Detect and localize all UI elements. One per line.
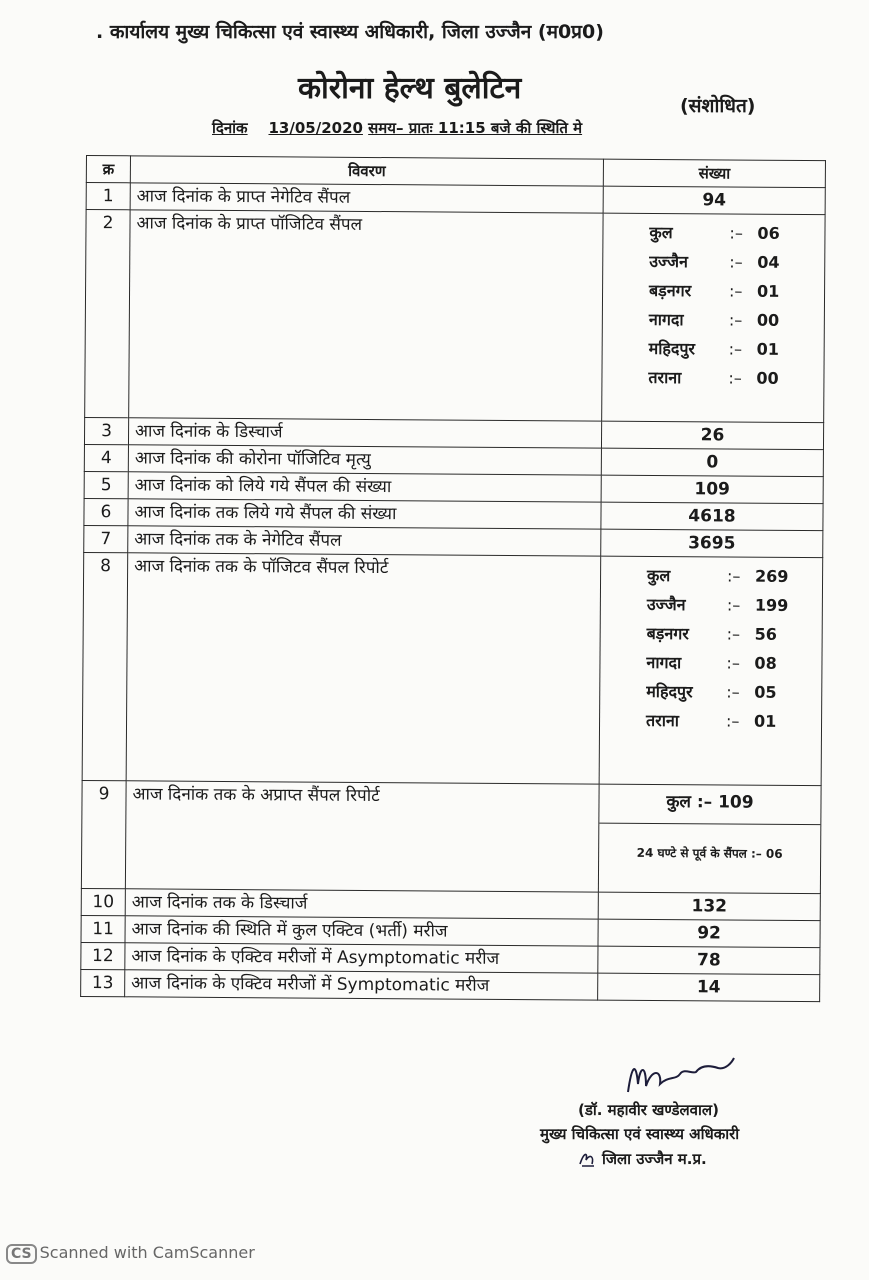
list-item <box>646 677 815 707</box>
row-serial: 6 <box>84 498 128 525</box>
row-description: आज दिनांक की स्थिति में कुल एक्टिव (भर्ती) मरीज <box>125 916 598 946</box>
row-serial: 10 <box>81 888 125 915</box>
row-serial: 4 <box>84 444 128 471</box>
row-count: 3695 <box>601 529 823 558</box>
row-count: 92 <box>598 919 820 948</box>
separator: :– <box>726 594 741 615</box>
row-serial: 2 <box>85 210 130 418</box>
separator: :– <box>726 623 741 644</box>
row-serial: 13 <box>81 969 125 996</box>
row-description: आज दिनांक के प्राप्त नेगेटिव सैंपल <box>130 183 603 213</box>
row-serial: 12 <box>81 942 125 969</box>
signature-mark <box>622 1054 742 1102</box>
table-row <box>81 780 821 893</box>
list-item <box>649 247 818 277</box>
header-description: विवरण <box>130 156 603 186</box>
row-count: 0 <box>601 448 823 477</box>
signatory-district: जिला उज्जैन म.प्र. <box>602 1150 707 1168</box>
row-pending <box>598 784 821 894</box>
district-value: 05 <box>754 682 777 702</box>
district-label: कुल <box>649 222 673 242</box>
district-value: 04 <box>757 252 780 272</box>
watermark-text: Scanned with CamScanner <box>39 1243 255 1262</box>
row-description: आज दिनांक तक के अप्राप्त सैंपल रिपोर्ट <box>125 781 599 892</box>
row-description: आज दिनांक तक लिये गये सैंपल की संख्या <box>128 499 601 529</box>
district-value: 01 <box>757 281 780 301</box>
list-item <box>649 334 818 364</box>
list-item <box>647 561 816 591</box>
district-label: बड़नगर <box>646 623 689 643</box>
list-item <box>647 619 816 649</box>
row-count: 14 <box>598 973 820 1002</box>
pending-older-than-24h: 24 घण्टे से पूर्व के सैंपल :– 06 <box>636 845 783 861</box>
list-item <box>649 276 818 306</box>
separator: :– <box>726 652 740 673</box>
scanner-watermark <box>6 1243 255 1264</box>
signatory-name: (डॉ. महावीर खण्डेलवाल) <box>578 1101 719 1119</box>
district-value: 00 <box>756 310 780 330</box>
table-row <box>82 552 823 785</box>
row-description: आज दिनांक के एक्टिव मरीजों में Asymptomatic मरीज <box>125 943 598 973</box>
initials-mark <box>576 1146 600 1170</box>
row-count: 26 <box>601 421 823 450</box>
table-body <box>81 183 826 1002</box>
row-description: आज दिनांक की कोरोना पॉजिटिव मृत्यु <box>128 445 601 475</box>
header-sn: क्र <box>86 156 130 183</box>
camscanner-logo-icon: CS <box>6 1244 37 1264</box>
separator: :– <box>726 681 740 702</box>
row-description: आज दिनांक तक के नेगेटिव सैंपल <box>128 526 601 556</box>
separator: :– <box>728 338 743 359</box>
row-serial: 7 <box>84 525 128 552</box>
signatory-designation: मुख्य चिकित्सा एवं स्वास्थ्य अधिकारी <box>540 1125 740 1143</box>
district-value: 269 <box>755 566 789 586</box>
list-item <box>646 706 815 736</box>
row-description: आज दिनांक के एक्टिव मरीजों में Symptomatic मरीज <box>125 970 598 1000</box>
district-label: महिदपुर <box>646 681 693 701</box>
row-count: 132 <box>598 892 820 921</box>
list-item <box>647 590 816 620</box>
district-label: नागदा <box>646 652 682 672</box>
table-row <box>81 969 820 1001</box>
row-serial: 11 <box>81 915 125 942</box>
separator: :– <box>727 565 741 586</box>
row-description: आज दिनांक के डिस्चार्ज <box>128 418 601 448</box>
district-label: तराना <box>648 367 682 387</box>
row-description: आज दिनांक को लिये गये सैंपल की संख्या <box>128 472 601 502</box>
district-label: नागदा <box>648 309 684 329</box>
row-serial: 9 <box>81 780 126 888</box>
separator: :– <box>729 280 743 301</box>
district-value: 01 <box>754 711 777 731</box>
row-description: आज दिनांक तक के पॉजिटव सैंपल रिपोर्ट <box>126 553 601 784</box>
date-line <box>212 118 582 138</box>
row-description: आज दिनांक तक के डिस्चार्ज <box>125 889 598 919</box>
row-serial: 3 <box>84 417 128 444</box>
district-breakdown-list <box>606 561 816 736</box>
row-serial: 8 <box>82 552 128 780</box>
row-breakdown <box>599 556 823 786</box>
row-serial: 1 <box>86 183 130 210</box>
revised-label: (संशोधित) <box>680 95 756 117</box>
list-item <box>649 218 818 248</box>
separator: :– <box>729 251 743 272</box>
row-description: आज दिनांक के प्राप्त पॉजिटिव सैंपल <box>129 210 603 421</box>
date-label: दिनांक <box>212 119 248 137</box>
separator: :– <box>726 710 740 731</box>
district-value: 06 <box>757 223 780 243</box>
bulletin-title: कोरोना हेल्थ बुलेटिन <box>298 71 522 106</box>
district-label: तराना <box>646 710 679 730</box>
time-text: समय– प्रातः 11:15 बजे की स्थिति मे <box>368 119 583 137</box>
row-serial: 5 <box>84 471 128 498</box>
row-count: 109 <box>601 475 823 504</box>
row-breakdown <box>602 213 825 423</box>
district-label: उज्जैन <box>646 594 686 614</box>
district-label: महिदपुर <box>648 338 696 358</box>
list-item <box>649 305 818 335</box>
table-row <box>85 210 825 423</box>
list-item <box>646 648 815 678</box>
separator: :– <box>728 309 743 330</box>
district-value: 01 <box>756 339 779 359</box>
district-value: 199 <box>754 595 789 615</box>
separator: :– <box>729 222 743 243</box>
district-value: 08 <box>754 653 777 673</box>
office-heading: . कार्यालय मुख्य चिकित्सा एवं स्वास्थ्य अधिकारी, जिला उज्जैन (म0प्र0) <box>96 21 604 43</box>
row-count: 78 <box>598 946 820 975</box>
district-breakdown-list <box>608 218 818 393</box>
pending-total: कुल :– 109 <box>599 785 820 826</box>
bulletin-table <box>80 155 826 1002</box>
separator: :– <box>728 367 742 388</box>
list-item <box>648 363 817 393</box>
date-value: 13/05/2020 <box>268 119 363 137</box>
district-label: कुल <box>647 565 671 585</box>
row-count: 94 <box>603 186 825 215</box>
district-label: बड़नगर <box>649 280 692 300</box>
header-count: संख्या <box>603 159 825 188</box>
district-value: 00 <box>756 368 779 388</box>
district-value: 56 <box>754 624 778 644</box>
district-label: उज्जैन <box>649 251 689 271</box>
row-count: 4618 <box>601 502 823 531</box>
